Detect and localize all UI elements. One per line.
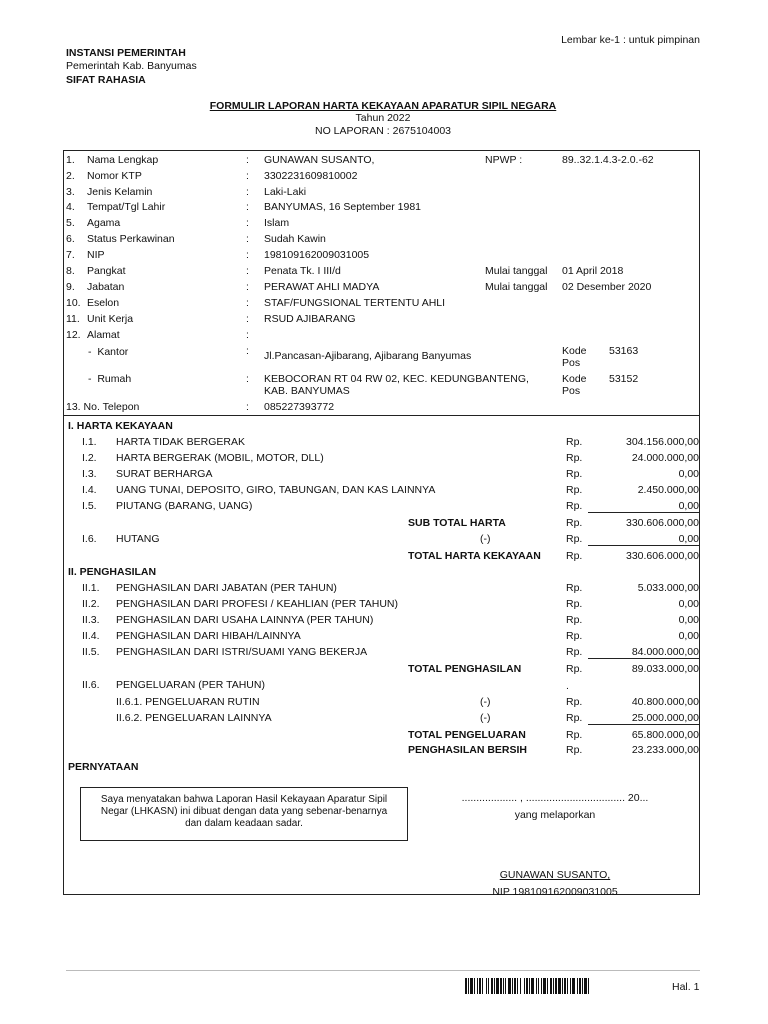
identity-label: Tempat/Tgl Lahir (87, 201, 166, 213)
agency-name: Pemerintah Kab. Banyumas (66, 60, 197, 72)
identity-label: NIP (87, 249, 105, 261)
signer-name: GUNAWAN SUSANTO, (499, 869, 611, 881)
address-office-label: - Kantor (88, 346, 129, 358)
address-home-postal-code: 53152 (609, 373, 639, 385)
address-office-postal-label: Kode Pos (562, 345, 587, 369)
identity-colon: : (246, 186, 249, 198)
identity-colon: : (246, 233, 249, 245)
section-divider (63, 415, 700, 416)
phone-colon: : (246, 401, 249, 413)
identity-colon: : (246, 297, 249, 309)
income-code: II.1. (82, 582, 100, 594)
identity-extra-value: 02 Desember 2020 (562, 281, 652, 293)
debt-amount: 0,00 (678, 533, 699, 545)
asset-code: I.5. (82, 500, 97, 512)
income-currency: Rp. (566, 646, 583, 658)
asset-currency: Rp. (566, 468, 583, 480)
declaration-statement-line1: Saya menyatakan bahwa Laporan Hasil Kekayaan Aparatur Sipil (100, 794, 388, 805)
asset-label: PIUTANG (BARANG, UANG) (116, 500, 253, 512)
asset-label: UANG TUNAI, DEPOSITO, GIRO, TABUNGAN, DAN KAS LAINNYA (116, 484, 436, 496)
identity-num: 1. (66, 154, 75, 166)
expense-item-amount: 40.800.000,00 (631, 696, 699, 708)
declaration-statement-line2: Negar (LHKASN) ini dibuat dengan data yang sebenar-benarnya (100, 806, 388, 817)
total-expense-rule (588, 724, 699, 725)
expense-dot: . (566, 680, 569, 692)
income-amount: 0,00 (678, 630, 699, 642)
identity-colon: : (246, 217, 249, 229)
declaration-statement-box (80, 787, 408, 841)
phone-value: 085227393772 (264, 401, 335, 413)
income-amount: 84.000.000,00 (631, 646, 699, 658)
identity-num: 9. (66, 281, 75, 293)
identity-value: Penata Tk. I III/d (264, 265, 341, 277)
income-code: II.4. (82, 630, 100, 642)
asset-code: I.4. (82, 484, 97, 496)
identity-colon: : (246, 313, 249, 325)
identity-extra-label: Mulai tanggal (485, 265, 548, 277)
income-amount: 5.033.000,00 (637, 582, 699, 594)
income-label: PENGHASILAN DARI PROFESI / KEAHLIAN (PER TAHUN) (116, 598, 399, 610)
asset-amount: 24.000.000,00 (631, 452, 699, 464)
asset-code: I.3. (82, 468, 97, 480)
phone-label: 13. No. Telepon (66, 401, 140, 413)
address-office-postal-code: 53163 (609, 345, 639, 357)
identity-label: Jabatan (87, 281, 125, 293)
report-number: NO LAPORAN : 2675104003 (315, 125, 451, 137)
identity-colon: : (246, 265, 249, 277)
identity-value: GUNAWAN SUSANTO, (264, 154, 375, 166)
footer-rule (66, 970, 700, 971)
asset-amount: 304.156.000,00 (626, 436, 699, 448)
total-assets-label: TOTAL HARTA KEKAYAAN (408, 550, 541, 562)
identity-extra-label: NPWP : (485, 154, 523, 166)
income-currency: Rp. (566, 630, 583, 642)
identity-value: Laki-Laki (264, 186, 307, 198)
asset-label: HARTA BERGERAK (MOBIL, MOTOR, DLL) (116, 452, 324, 464)
asset-currency: Rp. (566, 484, 583, 496)
page-number: Hal. 1 (672, 981, 700, 993)
expense-item-amount: 25.000.000,00 (631, 712, 699, 724)
expense-item-sign: (-) (480, 712, 491, 724)
debt-label: HUTANG (116, 533, 160, 545)
debt-currency: Rp. (566, 533, 583, 545)
subtotal-label: SUB TOTAL HARTA (408, 517, 506, 529)
total-expense-currency: Rp. (566, 729, 583, 741)
income-currency: Rp. (566, 614, 583, 626)
sheet-note: Lembar ke-1 : untuk pimpinan (561, 34, 700, 46)
address-home-postal-label: Kode Pos (562, 373, 587, 397)
agency-title: INSTANSI PEMERINTAH (66, 47, 186, 59)
income-amount: 0,00 (678, 598, 699, 610)
identity-value: PERAWAT AHLI MADYA (264, 281, 380, 293)
income-currency: Rp. (566, 582, 583, 594)
identity-label: Eselon (87, 297, 120, 309)
asset-label: HARTA TIDAK BERGERAK (116, 436, 245, 448)
income-heading: II. PENGHASILAN (68, 566, 157, 578)
income-label: PENGHASILAN DARI HIBAH/LAINNYA (116, 630, 301, 642)
identity-num: 11. (66, 313, 80, 325)
identity-value: 198109162009031005 (264, 249, 370, 261)
identity-value: BANYUMAS, 16 September 1981 (264, 201, 421, 213)
identity-colon: : (246, 154, 249, 166)
address-office-colon: : (246, 345, 249, 357)
subtotal-rule (588, 512, 699, 513)
address-home-line1: KEBOCORAN RT 04 RW 02, KEC. KEDUNGBANTENG, (264, 373, 529, 385)
net-income-currency: Rp. (566, 744, 583, 756)
identity-colon: : (246, 249, 249, 261)
identity-colon: : (246, 281, 249, 293)
income-amount: 0,00 (678, 614, 699, 626)
total-assets-amount: 330.606.000,00 (626, 550, 699, 562)
identity-extra-value: 89..32.1.4.3-2.0.-62 (562, 154, 654, 166)
total-income-rule (588, 658, 699, 659)
asset-amount: 0,00 (678, 500, 699, 512)
identity-num: 8. (66, 265, 75, 277)
expense-item-label: II.6.2. PENGELUARAN LAINNYA (116, 712, 272, 724)
identity-label: Nomor KTP (87, 170, 142, 182)
expense-code: II.6. (82, 679, 100, 691)
expense-item-sign: (-) (480, 696, 491, 708)
debt-sign: (-) (480, 533, 491, 545)
identity-num: 2. (66, 170, 75, 182)
address-home-line2: KAB. BANYUMAS (264, 385, 350, 397)
asset-code: I.1. (82, 436, 97, 448)
expense-label: PENGELUARAN (PER TAHUN) (116, 679, 265, 691)
total-income-amount: 89.033.000,00 (631, 663, 699, 675)
income-label: PENGHASILAN DARI USAHA LAINNYA (PER TAHUN) (116, 614, 374, 626)
identity-colon: : (246, 201, 249, 213)
expense-item-label: II.6.1. PENGELUARAN RUTIN (116, 696, 260, 708)
total-income-label: TOTAL PENGHASILAN (408, 663, 522, 675)
total-assets-currency: Rp. (566, 550, 583, 562)
asset-currency: Rp. (566, 500, 583, 512)
income-code: II.2. (82, 598, 100, 610)
address-home-label: - Rumah (88, 373, 132, 385)
identity-value: STAF/FUNGSIONAL TERTENTU AHLI (264, 297, 446, 309)
barcode-icon (465, 978, 661, 994)
total-expense-label: TOTAL PENGELUARAN (408, 729, 526, 741)
place-date-line: ................... , .................................. 20... (461, 792, 649, 804)
identity-num: 6. (66, 233, 75, 245)
net-income-label: PENGHASILAN BERSIH (408, 744, 528, 756)
address-home-colon: : (246, 373, 249, 385)
identity-num: 5. (66, 217, 75, 229)
identity-num: 3. (66, 186, 75, 198)
expense-item-currency: Rp. (566, 696, 583, 708)
form-year: Tahun 2022 (355, 112, 411, 124)
asset-amount: 0,00 (678, 468, 699, 480)
address-office-value: Jl.Pancasan-Ajibarang, Ajibarang Banyumas (264, 350, 472, 362)
asset-code: I.2. (82, 452, 97, 464)
subtotal-currency: Rp. (566, 517, 583, 529)
asset-currency: Rp. (566, 452, 583, 464)
identity-value: Islam (264, 217, 290, 229)
classification-label: SIFAT RAHASIA (66, 74, 146, 86)
identity-label: Unit Kerja (87, 313, 134, 325)
identity-label: Pangkat (87, 265, 126, 277)
income-label: PENGHASILAN DARI ISTRI/SUAMI YANG BEKERJA (116, 646, 368, 658)
form-title: FORMULIR LAPORAN HARTA KEKAYAAN APARATUR SIPIL NEGARA (209, 100, 557, 112)
expense-item-currency: Rp. (566, 712, 583, 724)
total-expense-amount: 65.800.000,00 (631, 729, 699, 741)
identity-extra-label: Mulai tanggal (485, 281, 548, 293)
identity-label: Nama Lengkap (87, 154, 159, 166)
debt-code: I.6. (82, 533, 97, 545)
total-income-currency: Rp. (566, 663, 583, 675)
reporter-label: yang melaporkan (514, 809, 596, 821)
net-income-amount: 23.233.000,00 (631, 744, 699, 756)
identity-colon: : (246, 170, 249, 182)
identity-label: Alamat (87, 329, 120, 341)
declaration-heading: PERNYATAAN (68, 761, 139, 773)
signer-nip: NIP 198109162009031005 (492, 886, 618, 898)
identity-value: RSUD AJIBARANG (264, 313, 356, 325)
identity-num: 10. (66, 297, 81, 309)
identity-value: Sudah Kawin (264, 233, 326, 245)
identity-num: 7. (66, 249, 75, 261)
identity-label: Agama (87, 217, 121, 229)
asset-amount: 2.450.000,00 (637, 484, 699, 496)
income-code: II.5. (82, 646, 100, 658)
income-label: PENGHASILAN DARI JABATAN (PER TAHUN) (116, 582, 337, 594)
identity-label: Jenis Kelamin (87, 186, 153, 198)
identity-num: 4. (66, 201, 75, 213)
identity-value: 3302231609810002 (264, 170, 358, 182)
income-code: II.3. (82, 614, 100, 626)
identity-extra-value: 01 April 2018 (562, 265, 624, 277)
assets-heading: I. HARTA KEKAYAAN (68, 420, 173, 432)
total-assets-rule (588, 545, 699, 546)
asset-label: SURAT BERHARGA (116, 468, 213, 480)
identity-num: 12. (66, 329, 81, 341)
asset-currency: Rp. (566, 436, 583, 448)
identity-label: Status Perkawinan (87, 233, 175, 245)
declaration-statement-line3: dan dalam keadaan sadar. (185, 818, 303, 829)
income-currency: Rp. (566, 598, 583, 610)
subtotal-amount: 330.606.000,00 (626, 517, 699, 529)
identity-colon: : (246, 329, 249, 341)
